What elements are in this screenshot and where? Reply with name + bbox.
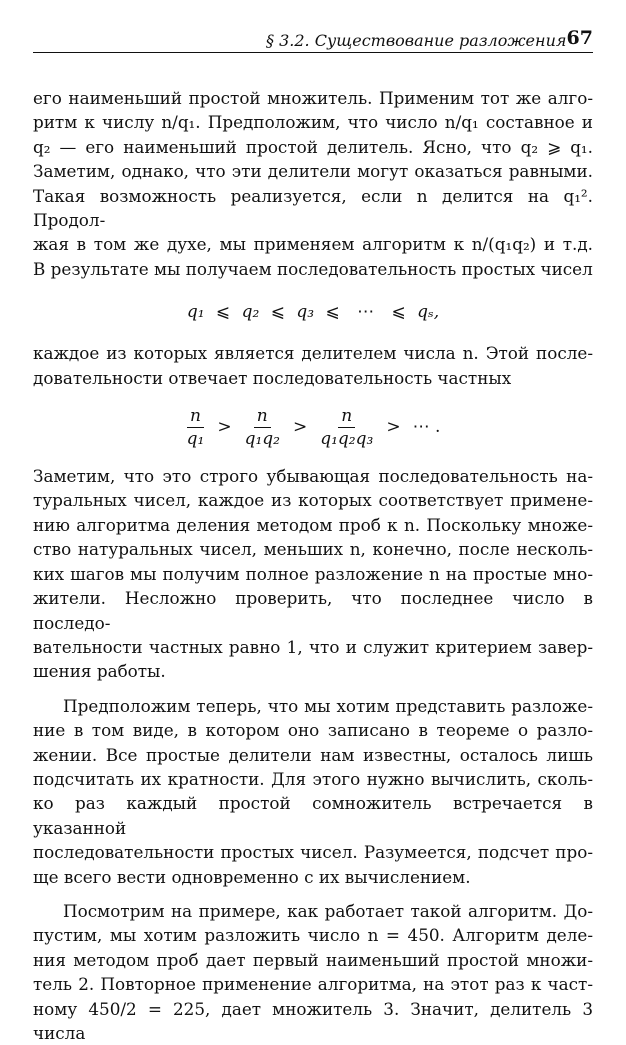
formula-term: ⋯ <box>357 302 375 323</box>
greater-sign: > <box>292 416 308 437</box>
fraction-numerator: n <box>338 405 355 428</box>
text-line: Заметим, однако, что эти делители могут оказаться равными. <box>33 161 593 182</box>
section-title: § 3.2. Существование разложения <box>266 31 567 50</box>
text-line: Предположим теперь, что мы хотим представить разложе- <box>63 695 593 716</box>
paragraph-2 <box>33 341 593 390</box>
fraction <box>317 405 376 450</box>
text-line: Заметим, что это строго убывающая последовательность на- <box>33 466 593 487</box>
text-line: его наименьший простой множитель. Применим тот же алго- <box>33 88 593 108</box>
text-line: ких шагов мы получим полное разложение n на простые мно- <box>33 563 593 584</box>
formula-tail: ⋯ . <box>412 416 441 437</box>
formula-term: qₛ, <box>417 302 440 323</box>
fraction <box>184 405 208 450</box>
text-line: жении. Все простые делители нам известны, осталось лишь <box>33 744 593 765</box>
text-line: вательности частных равно 1, что и служит критерием завер- <box>33 636 593 657</box>
running-header <box>33 28 593 53</box>
paragraph-5 <box>33 899 593 1045</box>
formula-term: ⩽ <box>325 302 340 323</box>
text-line: ще всего вести одновременно с их вычислением. <box>33 866 471 887</box>
formula-term: q₂ <box>241 302 260 323</box>
formula-term: ⩽ <box>270 302 285 323</box>
text-line: ство натуральных чисел, меньших n, конечно, после несколь- <box>33 539 593 560</box>
fraction-denominator: q₁ <box>186 428 205 449</box>
fraction-denominator: q₁q₂q₃ <box>320 428 374 449</box>
text-line: Посмотрим на примере, как работает такой алгоритм. До- <box>63 900 593 921</box>
formula-term: q₃ <box>296 302 315 323</box>
text-line: ко раз каждый простой сомножитель встречается в указанной <box>33 793 593 838</box>
text-line: Такая возможность реализуется, если n делится на q₁². Продол- <box>33 185 593 231</box>
formula-quotient-sequence <box>33 392 593 462</box>
text-line: В результате мы получаем последовательность простых чисел <box>33 258 593 279</box>
text-line: ние в том виде, в котором оно записано в теореме о разло- <box>33 720 593 741</box>
text-line: шения работы. <box>33 661 166 682</box>
formula-term: ⩽ <box>391 302 406 323</box>
text-line: каждое из которых является делителем числа n. Этой после- <box>33 343 593 364</box>
text-line: довательности отвечает последовательность частных <box>33 367 512 388</box>
body-text <box>33 86 593 1045</box>
text-line: тель 2. Повторное применение алгоритма, на этот раз к част- <box>33 974 593 995</box>
text-line: q₂ — его наименьший простой делитель. Ясно, что q₂ ⩾ q₁. <box>33 136 593 157</box>
text-line: жая в том же духе, мы применяем алгоритм к n/(q₁q₂) и т.д. <box>33 234 593 255</box>
greater-sign: > <box>217 416 232 437</box>
paragraph-4 <box>33 694 593 889</box>
text-line: нию алгоритма деления методом проб к n. Поскольку множе- <box>33 514 593 535</box>
paragraph-3 <box>33 464 593 684</box>
fraction <box>242 405 283 450</box>
text-line: ному 450/2 = 225, дает множитель 3. Значит, делитель 3 числа <box>33 998 593 1043</box>
formula-prime-sequence <box>33 285 593 339</box>
text-line: подсчитать их кратности. Для этого нужно вычислить, сколь- <box>33 768 593 789</box>
text-line: ния методом проб дает первый наименьший простой множи- <box>33 949 593 970</box>
page-number: 67 <box>566 27 593 49</box>
text-line: туральных чисел, каждое из которых соответствует примене- <box>33 490 593 511</box>
paragraph-1 <box>33 86 593 281</box>
formula-term: ⩽ <box>215 302 231 323</box>
greater-sign: > <box>386 416 401 437</box>
text-line: жители. Несложно проверить, что последнее число в последо- <box>33 588 593 633</box>
fraction-numerator: n <box>187 405 204 428</box>
fraction-denominator: q₁q₂ <box>244 428 280 449</box>
text-line: последовательности простых чисел. Разумеется, подсчет про- <box>33 842 593 863</box>
text-line: ритм к числу n/q₁. Предположим, что число n/q₁ составное и <box>33 112 593 133</box>
fraction-numerator: n <box>254 405 271 428</box>
text-line: пустим, мы хотим разложить число n = 450. Алгоритм деле- <box>33 925 593 946</box>
formula-term: q₁ <box>186 302 205 323</box>
